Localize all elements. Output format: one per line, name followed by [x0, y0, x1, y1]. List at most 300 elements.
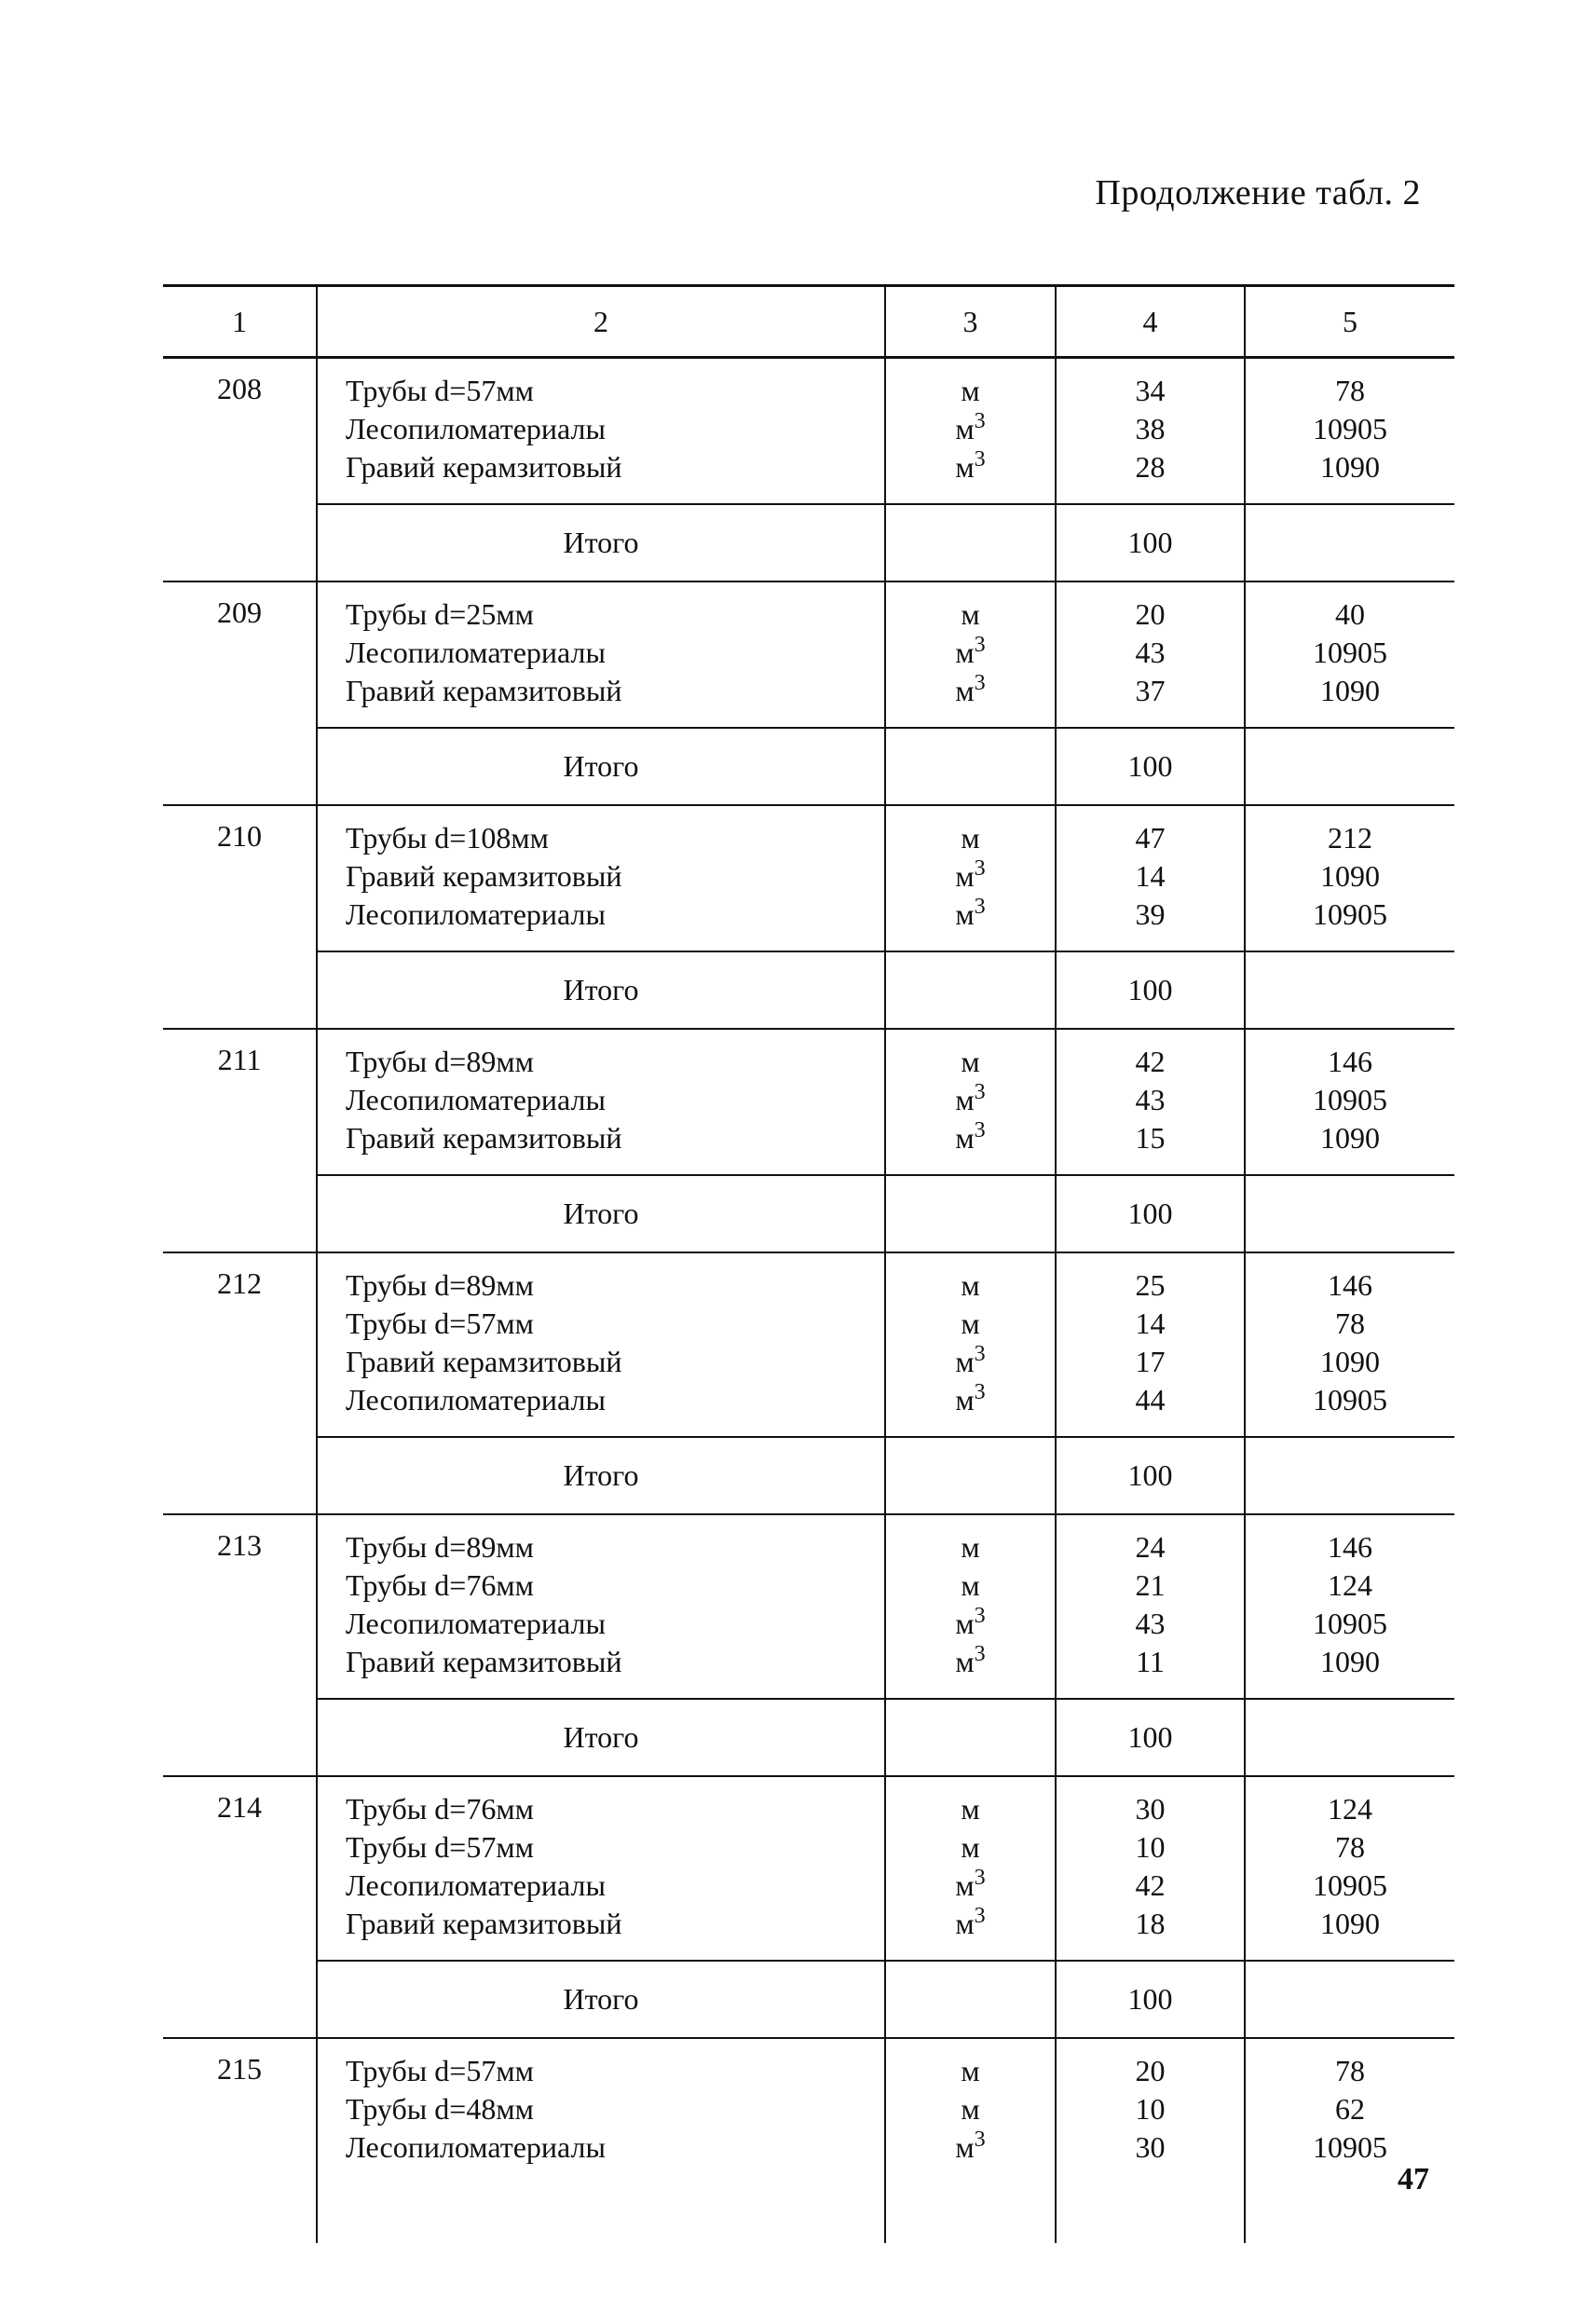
unit-exponent: 3 — [974, 1904, 986, 1928]
code-lines — [1246, 359, 1454, 503]
line-share — [1057, 410, 1244, 448]
unit-text: м — [955, 636, 975, 669]
line-share — [1057, 1381, 1244, 1419]
share-text: 25 — [1135, 1268, 1166, 1302]
line-name — [318, 372, 884, 410]
total-code-empty — [1245, 504, 1454, 581]
share-text: 21 — [1135, 1568, 1166, 1602]
code-lines — [1246, 1777, 1454, 1960]
table-row — [163, 805, 1454, 951]
table-row — [163, 358, 1454, 505]
header-col-4: 4 — [1056, 286, 1245, 358]
code-text: 10905 — [1313, 1607, 1387, 1640]
unit-exponent: 3 — [974, 2127, 986, 2152]
line-share — [1057, 372, 1244, 410]
line-share — [1057, 1790, 1244, 1828]
code-text: 10905 — [1313, 1868, 1387, 1902]
line-unit — [886, 1528, 1055, 1566]
line-unit — [886, 1381, 1055, 1419]
code-text: 10905 — [1313, 897, 1387, 931]
unit-exponent: 3 — [974, 671, 986, 695]
table-row — [163, 1252, 1454, 1437]
unit-exponent: 3 — [974, 409, 986, 433]
code-text: 78 — [1335, 2054, 1365, 2087]
name-text: Трубы d=89мм — [346, 1268, 534, 1302]
line-code — [1246, 2090, 1454, 2128]
share-text: 10 — [1135, 2092, 1166, 2126]
unit-lines — [886, 2039, 1055, 2183]
unit-exponent: 3 — [974, 895, 986, 919]
line-unit — [886, 1266, 1055, 1305]
total-value: 100 — [1056, 1961, 1245, 2038]
share-lines — [1057, 1253, 1244, 1436]
line-share — [1057, 634, 1244, 672]
code-text: 1090 — [1320, 450, 1380, 484]
header-row — [163, 286, 1454, 358]
line-share — [1057, 819, 1244, 857]
share-lines — [1057, 1515, 1244, 1698]
code-text: 212 — [1328, 821, 1372, 855]
line-unit — [886, 1043, 1055, 1081]
share-text: 43 — [1135, 1607, 1166, 1640]
materials-table — [163, 284, 1454, 2243]
unit-text: м — [961, 374, 980, 407]
line-unit — [886, 1081, 1055, 1119]
line-code — [1246, 1043, 1454, 1081]
code-lines — [1246, 1515, 1454, 1698]
line-share — [1057, 1828, 1244, 1867]
line-code — [1246, 1790, 1454, 1828]
line-share — [1057, 672, 1244, 710]
unit-exponent: 3 — [974, 1118, 986, 1142]
line-code — [1246, 2052, 1454, 2090]
share-text: 11 — [1136, 1645, 1165, 1678]
line-code — [1246, 634, 1454, 672]
total-label: Итого — [317, 1961, 885, 2038]
code-text: 146 — [1328, 1268, 1372, 1302]
table-header — [163, 286, 1454, 358]
code-text: 1090 — [1320, 1907, 1380, 1940]
line-name — [318, 1343, 884, 1381]
unit-text: м — [961, 1568, 980, 1602]
unit-lines — [886, 582, 1055, 727]
name-text: Трубы d=89мм — [346, 1045, 534, 1078]
unit-exponent: 3 — [974, 856, 986, 881]
share-text: 18 — [1135, 1907, 1166, 1940]
total-row — [163, 1699, 1454, 1776]
share-text: 24 — [1135, 1530, 1166, 1564]
cell-unit — [885, 581, 1056, 728]
line-share — [1057, 1528, 1244, 1566]
code-lines — [1246, 806, 1454, 951]
line-code — [1246, 1566, 1454, 1605]
line-share — [1057, 2052, 1244, 2090]
line-name — [318, 896, 884, 934]
line-share — [1057, 1043, 1244, 1081]
unit-lines — [886, 1515, 1055, 1698]
line-share — [1057, 1119, 1244, 1157]
total-value: 100 — [1056, 1175, 1245, 1252]
code-lines — [1246, 582, 1454, 727]
total-code-empty — [1245, 951, 1454, 1029]
header-col-2: 2 — [317, 286, 885, 358]
code-lines — [1246, 1030, 1454, 1174]
name-lines — [318, 1777, 884, 1960]
line-share — [1057, 448, 1244, 486]
line-unit — [886, 2128, 1055, 2167]
unit-lines — [886, 1253, 1055, 1436]
line-unit — [886, 2052, 1055, 2090]
line-name — [318, 819, 884, 857]
line-code — [1246, 1266, 1454, 1305]
line-unit — [886, 672, 1055, 710]
line-code — [1246, 1305, 1454, 1343]
line-name — [318, 2090, 884, 2128]
line-code — [1246, 2128, 1454, 2167]
total-spacer — [163, 1699, 317, 1776]
unit-text: м — [961, 2092, 980, 2126]
share-lines — [1057, 582, 1244, 727]
cell-code — [1245, 1252, 1454, 1437]
name-lines — [318, 1515, 884, 1698]
share-lines — [1057, 806, 1244, 951]
cell-unit — [885, 358, 1056, 505]
total-label: Итого — [317, 728, 885, 805]
code-text: 10905 — [1313, 412, 1387, 445]
name-text: Трубы d=108мм — [346, 821, 549, 855]
line-unit — [886, 410, 1055, 448]
cell-code — [1245, 1514, 1454, 1699]
name-lines — [318, 2039, 884, 2183]
name-text: Лесопиломатериалы — [346, 1868, 606, 1902]
line-unit — [886, 634, 1055, 672]
line-code — [1246, 1605, 1454, 1643]
unit-text: м — [955, 412, 975, 445]
unit-lines — [886, 359, 1055, 503]
unit-lines — [886, 806, 1055, 951]
name-text: Трубы d=48мм — [346, 2092, 534, 2126]
line-code — [1246, 896, 1454, 934]
line-unit — [886, 1605, 1055, 1643]
cell-code — [1245, 805, 1454, 951]
unit-text: м — [961, 1268, 980, 1302]
cell-share — [1056, 1029, 1245, 1175]
line-code — [1246, 672, 1454, 710]
unit-lines — [886, 1777, 1055, 1960]
total-spacer — [163, 1437, 317, 1514]
name-lines — [318, 359, 884, 503]
code-text: 124 — [1328, 1792, 1372, 1826]
share-text: 43 — [1135, 1083, 1166, 1116]
share-text: 14 — [1135, 1306, 1166, 1340]
share-lines — [1057, 1777, 1244, 1960]
unit-lines — [886, 1030, 1055, 1174]
unit-text: м — [961, 1530, 980, 1564]
line-share — [1057, 1566, 1244, 1605]
total-label: Итого — [317, 951, 885, 1029]
line-share — [1057, 595, 1244, 634]
cell-name — [317, 805, 885, 951]
table-body — [163, 358, 1454, 2244]
cell-unit — [885, 2038, 1056, 2243]
cell-name — [317, 358, 885, 505]
share-text: 20 — [1135, 2054, 1166, 2087]
code-text: 1090 — [1320, 859, 1380, 893]
total-code-empty — [1245, 1699, 1454, 1776]
line-code — [1246, 1343, 1454, 1381]
share-text: 47 — [1135, 821, 1166, 855]
name-text: Трубы d=25мм — [346, 597, 534, 631]
table-row — [163, 2038, 1454, 2243]
unit-text: м — [961, 1306, 980, 1340]
unit-exponent: 3 — [974, 447, 986, 472]
line-share — [1057, 2090, 1244, 2128]
unit-exponent: 3 — [974, 1866, 986, 1890]
line-code — [1246, 410, 1454, 448]
unit-text: м — [955, 450, 975, 484]
share-text: 20 — [1135, 597, 1166, 631]
name-text: Лесопиломатериалы — [346, 897, 606, 931]
total-row — [163, 1961, 1454, 2038]
line-unit — [886, 819, 1055, 857]
unit-text: м — [955, 1868, 975, 1902]
name-text: Гравий керамзитовый — [346, 1645, 622, 1678]
line-unit — [886, 1828, 1055, 1867]
share-lines — [1057, 2039, 1244, 2183]
code-text: 10905 — [1313, 2130, 1387, 2164]
code-text: 146 — [1328, 1530, 1372, 1564]
cell-share — [1056, 1514, 1245, 1699]
share-text: 38 — [1135, 412, 1166, 445]
total-unit-empty — [885, 1699, 1056, 1776]
cell-name — [317, 1252, 885, 1437]
name-text: Гравий керамзитовый — [346, 1121, 622, 1155]
share-text: 30 — [1135, 2130, 1166, 2164]
share-lines — [1057, 359, 1244, 503]
name-text: Трубы d=89мм — [346, 1530, 534, 1564]
header-col-1: 1 — [163, 286, 317, 358]
name-text: Гравий керамзитовый — [346, 1345, 622, 1378]
line-share — [1057, 1343, 1244, 1381]
unit-text: м — [955, 1083, 975, 1116]
line-name — [318, 2128, 884, 2167]
name-text: Гравий керамзитовый — [346, 674, 622, 707]
line-name — [318, 857, 884, 896]
table-row — [163, 1029, 1454, 1175]
line-unit — [886, 1305, 1055, 1343]
line-code — [1246, 372, 1454, 410]
share-text: 39 — [1135, 897, 1166, 931]
line-share — [1057, 1643, 1244, 1681]
name-text: Трубы d=57мм — [346, 2054, 534, 2087]
unit-text: м — [955, 1645, 975, 1678]
total-label: Итого — [317, 1437, 885, 1514]
name-text: Лесопиломатериалы — [346, 1083, 606, 1116]
unit-text: м — [955, 897, 975, 931]
table-row — [163, 1514, 1454, 1699]
cell-code — [1245, 581, 1454, 728]
name-lines — [318, 582, 884, 727]
page-number: 47 — [1398, 2162, 1429, 2196]
line-unit — [886, 2090, 1055, 2128]
line-unit — [886, 857, 1055, 896]
line-code — [1246, 1528, 1454, 1566]
line-name — [318, 1566, 884, 1605]
line-name — [318, 1119, 884, 1157]
row-number: 209 — [163, 581, 317, 728]
name-text: Лесопиломатериалы — [346, 412, 606, 445]
total-unit-empty — [885, 1175, 1056, 1252]
unit-exponent: 3 — [974, 1080, 986, 1104]
line-unit — [886, 1790, 1055, 1828]
line-share — [1057, 1081, 1244, 1119]
total-code-empty — [1245, 1961, 1454, 2038]
code-text: 10905 — [1313, 1383, 1387, 1416]
cell-share — [1056, 1776, 1245, 1961]
total-value: 100 — [1056, 504, 1245, 581]
cell-share — [1056, 1252, 1245, 1437]
line-unit — [886, 595, 1055, 634]
share-lines — [1057, 1030, 1244, 1174]
name-text: Лесопиломатериалы — [346, 636, 606, 669]
name-lines — [318, 806, 884, 951]
header-col-3: 3 — [885, 286, 1056, 358]
share-text: 44 — [1135, 1383, 1166, 1416]
share-text: 34 — [1135, 374, 1166, 407]
line-name — [318, 1605, 884, 1643]
total-row — [163, 1437, 1454, 1514]
line-share — [1057, 1605, 1244, 1643]
total-unit-empty — [885, 951, 1056, 1029]
unit-exponent: 3 — [974, 1342, 986, 1366]
share-text: 43 — [1135, 636, 1166, 669]
unit-text: м — [955, 1345, 975, 1378]
cell-unit — [885, 1514, 1056, 1699]
share-text: 42 — [1135, 1868, 1166, 1902]
line-name — [318, 1790, 884, 1828]
code-text: 1090 — [1320, 1121, 1380, 1155]
unit-text: м — [961, 821, 980, 855]
code-text: 10905 — [1313, 636, 1387, 669]
unit-text: м — [955, 859, 975, 893]
line-name — [318, 595, 884, 634]
total-row — [163, 504, 1454, 581]
line-name — [318, 1828, 884, 1867]
cell-unit — [885, 1252, 1056, 1437]
line-code — [1246, 1381, 1454, 1419]
total-value: 100 — [1056, 1437, 1245, 1514]
total-label: Итого — [317, 1175, 885, 1252]
line-name — [318, 1867, 884, 1905]
total-label: Итого — [317, 1699, 885, 1776]
unit-text: м — [955, 1607, 975, 1640]
line-name — [318, 410, 884, 448]
line-name — [318, 1905, 884, 1943]
table-row — [163, 581, 1454, 728]
cell-share — [1056, 2038, 1245, 2243]
unit-exponent: 3 — [974, 1604, 986, 1628]
cell-code — [1245, 1029, 1454, 1175]
code-text: 62 — [1335, 2092, 1365, 2126]
cell-unit — [885, 805, 1056, 951]
total-row — [163, 728, 1454, 805]
cell-code — [1245, 358, 1454, 505]
share-text: 42 — [1135, 1045, 1166, 1078]
total-code-empty — [1245, 728, 1454, 805]
code-text: 124 — [1328, 1568, 1372, 1602]
code-text: 78 — [1335, 1306, 1365, 1340]
total-row — [163, 1175, 1454, 1252]
code-text: 78 — [1335, 374, 1365, 407]
line-share — [1057, 857, 1244, 896]
line-share — [1057, 1905, 1244, 1943]
line-share — [1057, 2128, 1244, 2167]
line-name — [318, 1381, 884, 1419]
code-text: 1090 — [1320, 1345, 1380, 1378]
row-number: 213 — [163, 1514, 317, 1699]
total-row — [163, 951, 1454, 1029]
line-unit — [886, 1119, 1055, 1157]
name-text: Гравий керамзитовый — [346, 450, 622, 484]
code-text: 1090 — [1320, 674, 1380, 707]
code-text: 1090 — [1320, 1645, 1380, 1678]
line-name — [318, 1081, 884, 1119]
total-spacer — [163, 1175, 317, 1252]
cell-share — [1056, 805, 1245, 951]
code-lines — [1246, 1253, 1454, 1436]
name-text: Гравий керамзитовый — [346, 859, 622, 893]
total-code-empty — [1245, 1175, 1454, 1252]
unit-text: м — [961, 1830, 980, 1864]
line-share — [1057, 1266, 1244, 1305]
row-number: 214 — [163, 1776, 317, 1961]
total-unit-empty — [885, 1961, 1056, 2038]
line-unit — [886, 1643, 1055, 1681]
total-value: 100 — [1056, 728, 1245, 805]
line-name — [318, 634, 884, 672]
unit-text: м — [955, 674, 975, 707]
unit-text: м — [955, 1907, 975, 1940]
total-spacer — [163, 728, 317, 805]
line-code — [1246, 1828, 1454, 1867]
code-text: 146 — [1328, 1045, 1372, 1078]
code-text: 40 — [1335, 597, 1365, 631]
row-number: 215 — [163, 2038, 317, 2243]
cell-unit — [885, 1776, 1056, 1961]
share-text: 10 — [1135, 1830, 1166, 1864]
line-code — [1246, 1119, 1454, 1157]
name-text: Трубы d=57мм — [346, 1830, 534, 1864]
line-unit — [886, 1343, 1055, 1381]
line-unit — [886, 372, 1055, 410]
cell-name — [317, 2038, 885, 2243]
line-unit — [886, 896, 1055, 934]
share-text: 28 — [1135, 450, 1166, 484]
row-number: 210 — [163, 805, 317, 951]
unit-exponent: 3 — [974, 1642, 986, 1666]
table-caption: Продолжение табл. 2 — [1095, 173, 1421, 212]
line-share — [1057, 896, 1244, 934]
name-text: Лесопиломатериалы — [346, 1607, 606, 1640]
line-code — [1246, 595, 1454, 634]
total-spacer — [163, 504, 317, 581]
cell-share — [1056, 581, 1245, 728]
total-unit-empty — [885, 504, 1056, 581]
line-code — [1246, 448, 1454, 486]
row-number: 212 — [163, 1252, 317, 1437]
cell-name — [317, 581, 885, 728]
name-text: Гравий керамзитовый — [346, 1907, 622, 1940]
